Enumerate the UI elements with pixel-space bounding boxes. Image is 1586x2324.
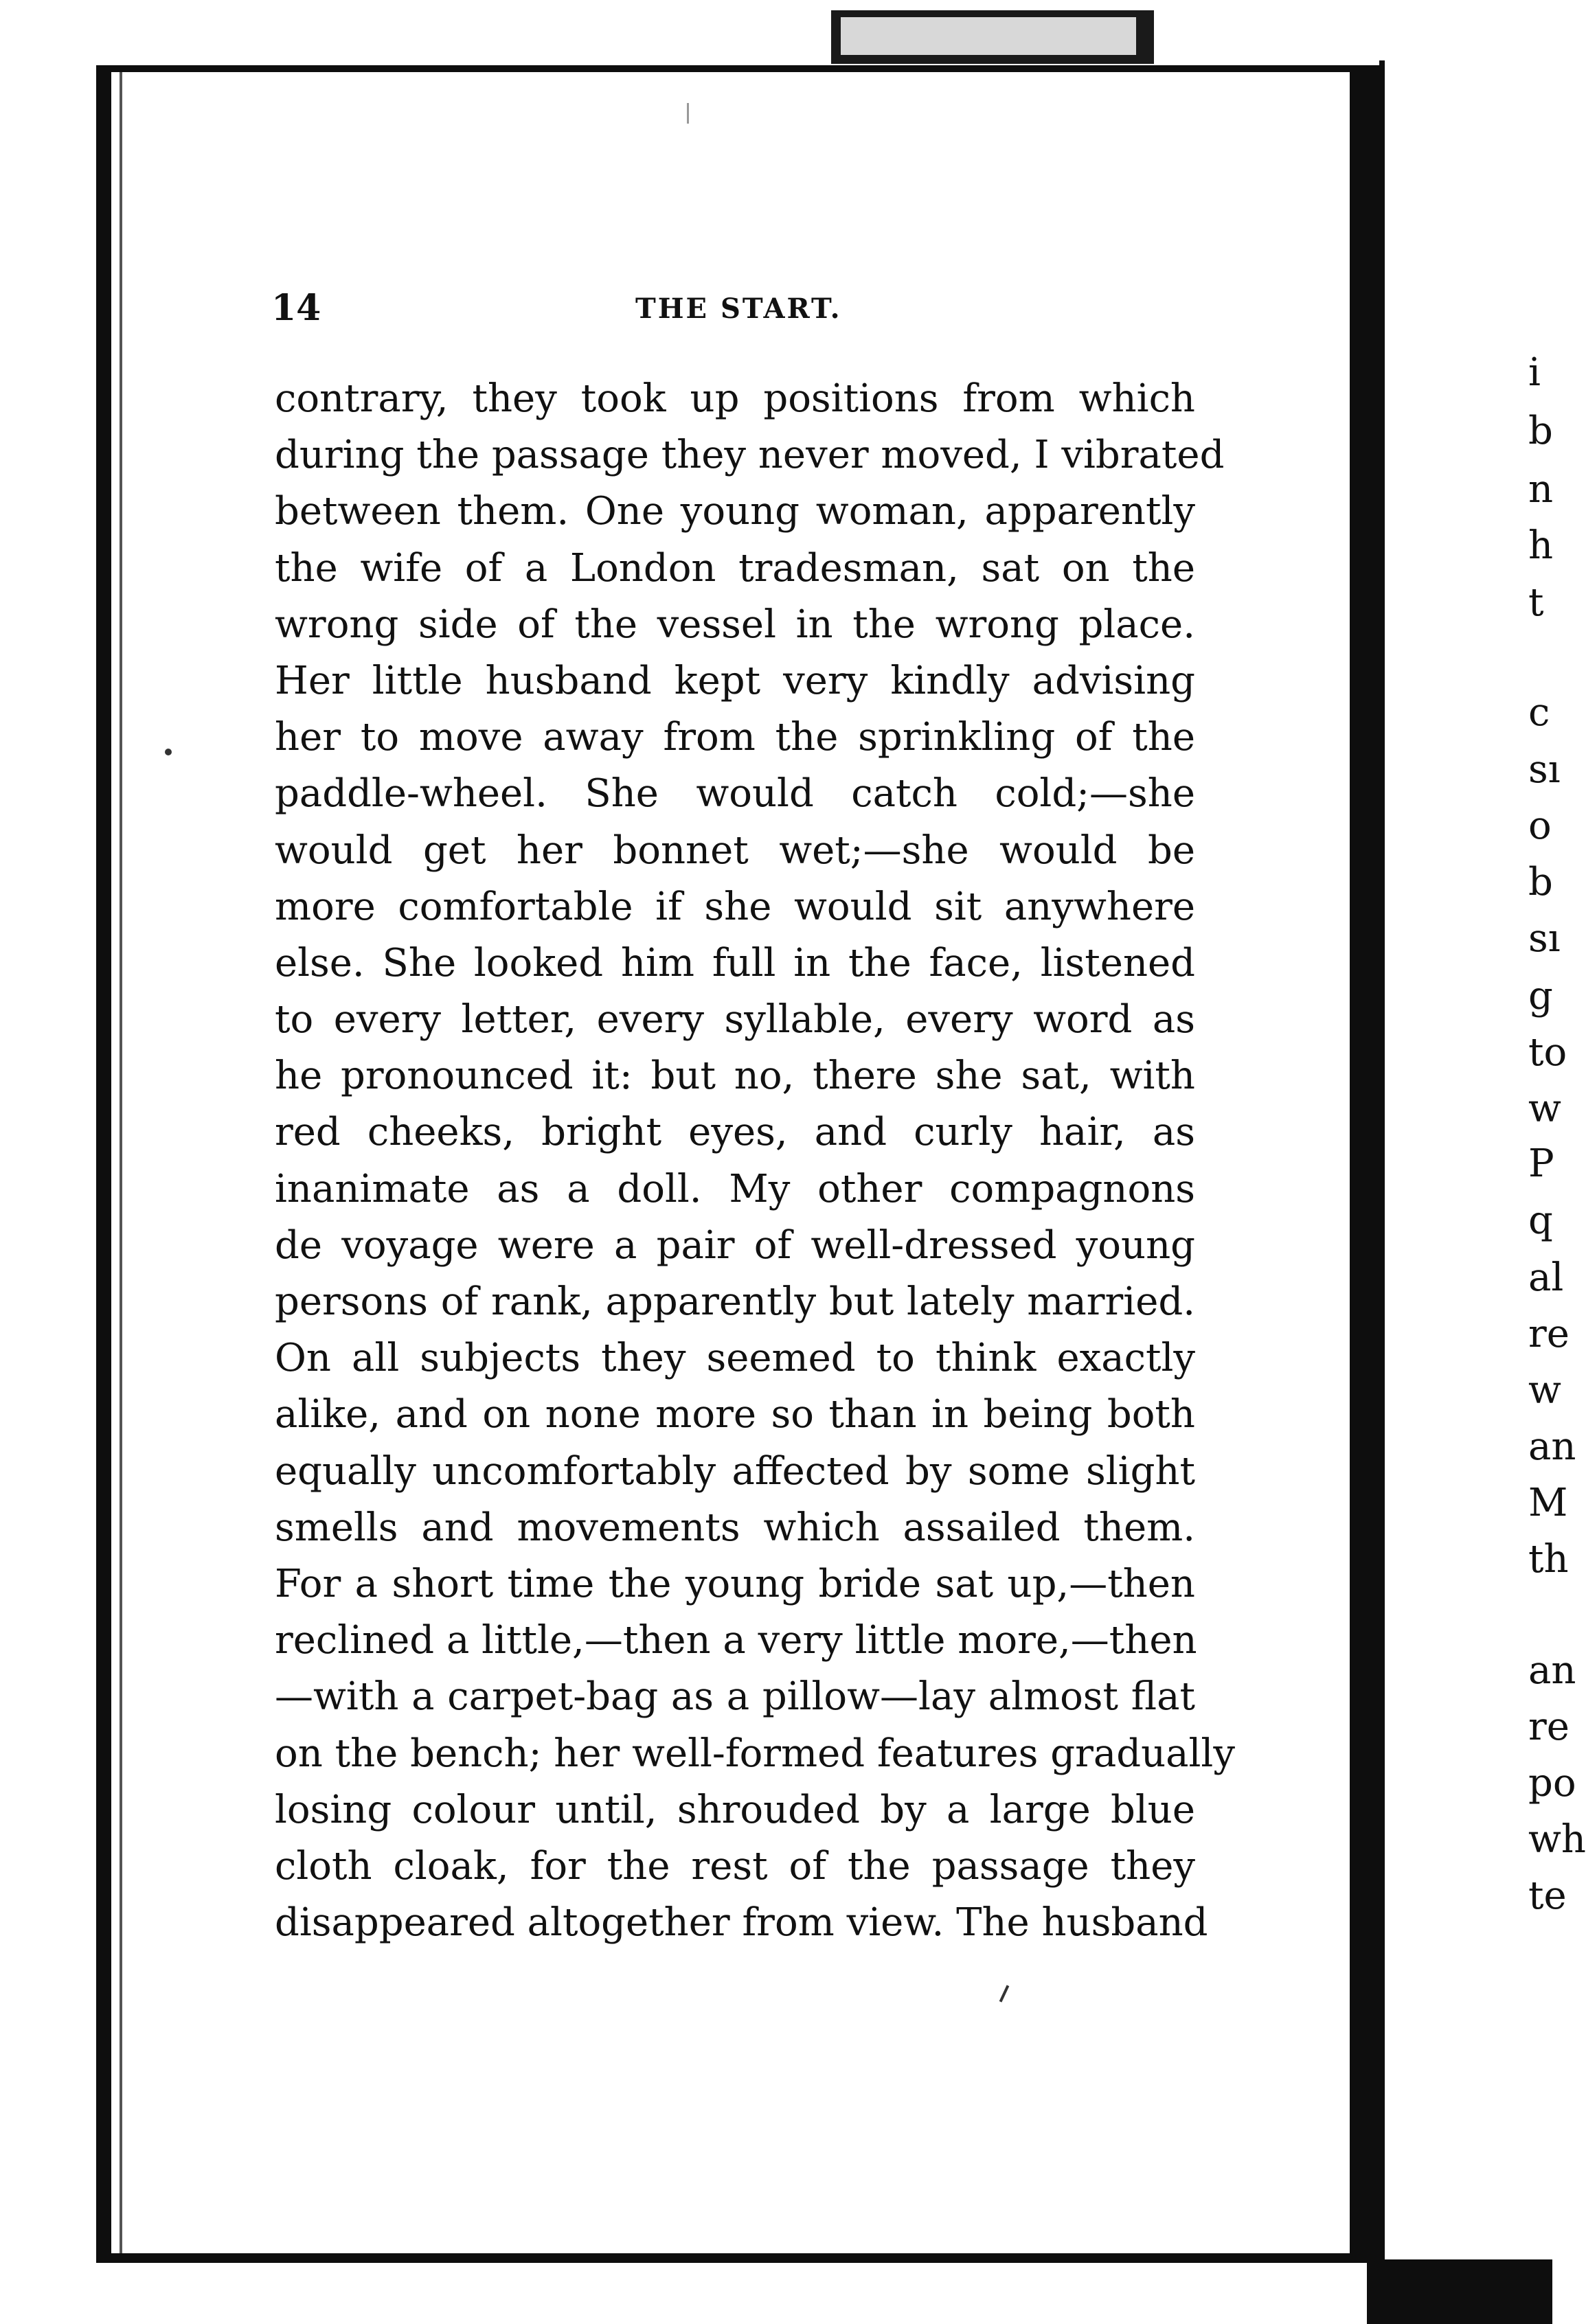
- scan-speck: [687, 103, 689, 124]
- facing-fragment: M: [1528, 1481, 1568, 1525]
- text-line: between them. One young woman, apparently: [275, 489, 1195, 534]
- text-line: contrary, they took up positions from which: [275, 376, 1195, 421]
- text-line: persons of rank, apparently but lately married.: [275, 1279, 1195, 1324]
- scan-speck: [165, 749, 172, 755]
- text-line: her to move away from the sprinkling of the: [275, 715, 1195, 760]
- text-line: reclined a little,—then a very little more,—then: [275, 1618, 1197, 1663]
- text-line: paddle-wheel. She would catch cold;—she: [275, 771, 1195, 817]
- text-line: red cheeks, bright eyes, and curly hair, as: [275, 1110, 1195, 1155]
- text-line: wrong side of the vessel in the wrong place.: [275, 602, 1195, 647]
- text-line: the wife of a London tradesman, sat on the: [275, 545, 1195, 591]
- text-line: On all subjects they seemed to think exactly: [275, 1336, 1195, 1381]
- facing-fragment: i: [1528, 350, 1541, 395]
- text-line: —with a carpet-bag as a pillow—lay almost flat: [275, 1674, 1195, 1720]
- facing-fragment: re: [1528, 1705, 1570, 1749]
- facing-fragment: to: [1528, 1030, 1567, 1075]
- body-text: [275, 371, 1235, 1951]
- text-line: would get her bonnet wet;—she would be: [275, 828, 1195, 873]
- facing-fragment: an: [1528, 1648, 1576, 1693]
- page-header: [271, 287, 1195, 335]
- text-line: losing colour until, shrouded by a large blue: [275, 1787, 1195, 1832]
- text-line: equally uncomfortably affected by some slight: [275, 1448, 1195, 1494]
- page-number: 14: [271, 287, 321, 329]
- facing-fragment: t: [1528, 580, 1544, 625]
- facing-fragment: g: [1528, 974, 1553, 1018]
- running-head: THE START.: [635, 293, 842, 325]
- page-gutter: [1350, 65, 1381, 2263]
- text-line: Her little husband kept very kindly advising: [275, 658, 1195, 703]
- text-line: else. She looked him full in the face, listened: [275, 940, 1195, 986]
- facing-fragment: o: [1528, 804, 1552, 848]
- facing-page: [1379, 60, 1552, 2265]
- text-line: de voyage were a pair of well-dressed young: [275, 1222, 1195, 1268]
- facing-fragment: po: [1528, 1761, 1576, 1805]
- text-line: he pronounced it: but no, there she sat, with: [275, 1053, 1195, 1099]
- facing-fragment: sı: [1528, 747, 1561, 792]
- facing-fragment: al: [1528, 1255, 1564, 1300]
- text-line: inanimate as a doll. My other compagnons: [275, 1166, 1195, 1211]
- facing-fragment: sı: [1528, 916, 1561, 961]
- facing-fragment: te: [1528, 1873, 1567, 1918]
- text-line: For a short time the young bride sat up,—then: [275, 1561, 1195, 1606]
- facing-fragment: n: [1528, 467, 1554, 512]
- facing-page-text: [1528, 0, 1586, 2324]
- bottom-shadow: [1367, 2259, 1552, 2324]
- facing-fragment: th: [1528, 1537, 1569, 1582]
- text-line: to every letter, every syllable, every word as: [275, 997, 1195, 1043]
- text-line: on the bench; her well-formed features gradually: [275, 1731, 1235, 1776]
- facing-fragment: an: [1528, 1424, 1576, 1469]
- text-line: cloth cloak, for the rest of the passage they: [275, 1843, 1195, 1889]
- facing-fragment: w: [1528, 1368, 1561, 1413]
- facing-fragment: w: [1528, 1086, 1561, 1131]
- facing-fragment: re: [1528, 1312, 1570, 1356]
- facing-fragment: h: [1528, 523, 1554, 568]
- text-line: during the passage they never moved, I vibrated: [275, 433, 1225, 478]
- clip-tab: [831, 10, 1154, 64]
- text-line: smells and movements which assailed them.: [275, 1505, 1195, 1550]
- facing-fragment: c: [1528, 690, 1550, 735]
- text-line: alike, and on none more so than in being both: [275, 1392, 1195, 1437]
- facing-fragment: b: [1528, 860, 1553, 904]
- facing-fragment: q: [1528, 1198, 1553, 1243]
- text-line: more comfortable if she would sit anywhere: [275, 884, 1195, 929]
- facing-fragment: wh: [1528, 1817, 1586, 1862]
- text-line: disappeared altogether from view. The husband: [275, 1900, 1208, 1946]
- facing-fragment: b: [1528, 409, 1553, 453]
- facing-fragment: P: [1528, 1141, 1554, 1186]
